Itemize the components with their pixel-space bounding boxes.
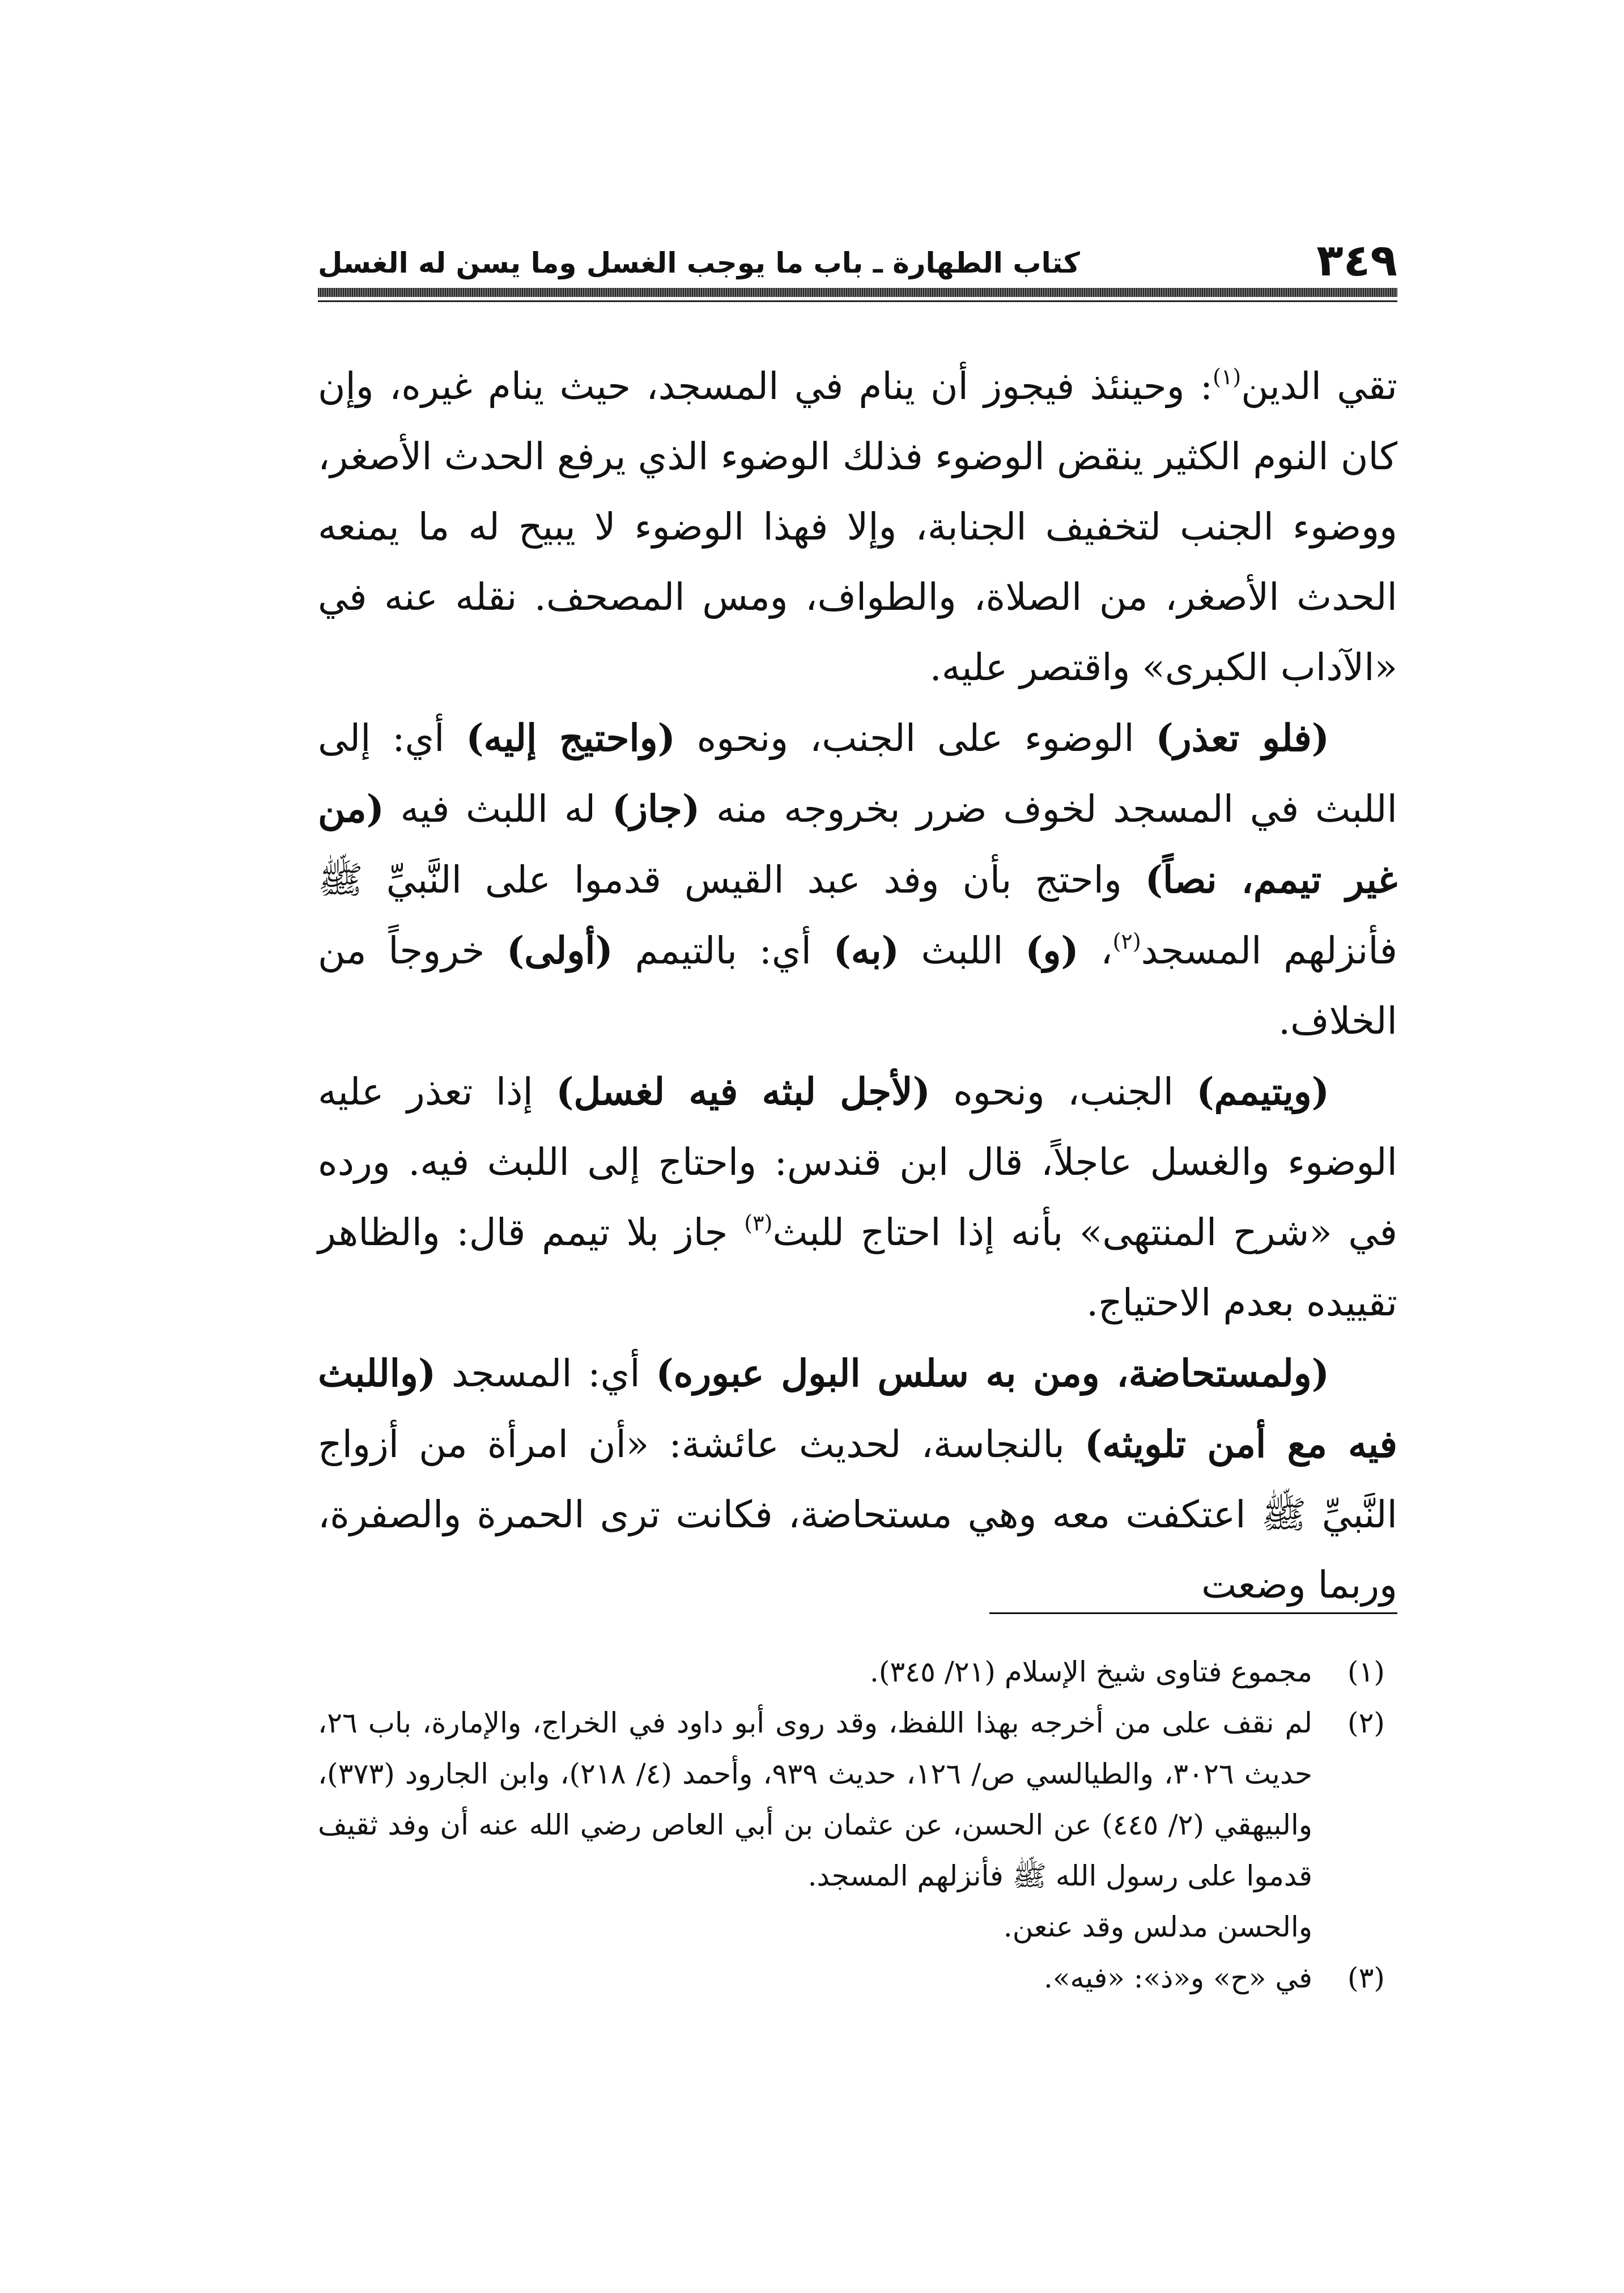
text-run: جاز بلا تيمم قال: والظاهر تقييده بعدم الاحتياج. bbox=[318, 1211, 1397, 1324]
page-header bbox=[318, 232, 1397, 295]
text-run: إذا تعذر عليه الوضوء والغسل عاجلاً، قال ابن قندس: واحتاج إلى اللبث فيه. ورده في «شرح المنتهى» بأنه إذا احتاج للبث bbox=[318, 1070, 1397, 1254]
header-rule-thin bbox=[318, 300, 1397, 302]
footnote-3 bbox=[318, 1952, 1397, 2003]
matn-text: (و) bbox=[1025, 928, 1079, 973]
page-number: ٣٤٩ bbox=[1316, 235, 1397, 286]
footnote-1 bbox=[318, 1646, 1397, 1697]
footnote-ref-2[interactable]: (٢) bbox=[1112, 929, 1141, 954]
text-run: خروجاً من الخلاف. bbox=[318, 929, 1397, 1043]
paragraph-1 bbox=[318, 351, 1397, 703]
main-text bbox=[318, 351, 1397, 1620]
paragraph-2 bbox=[318, 703, 1397, 1056]
matn-text: (أولى) bbox=[507, 928, 613, 973]
matn-text: (من غير تيمم، نصاً) bbox=[318, 787, 1397, 902]
footnote-body bbox=[318, 1646, 1312, 1697]
text-run: الوضوء على الجنب، ونحوه bbox=[675, 716, 1156, 760]
running-title: كتاب الطهارة ـ باب ما يوجب الغسل وما يسن له الغسل bbox=[318, 247, 1080, 279]
matn-text: (به) bbox=[833, 928, 899, 973]
text-run: أي: المسجد bbox=[436, 1352, 656, 1395]
footnote-body bbox=[318, 1697, 1312, 1952]
matn-text: (ولمستحاضة، ومن به سلس البول عبوره) bbox=[656, 1351, 1330, 1395]
matn-text: (جاز) bbox=[611, 787, 700, 831]
footnote-text: في «ح» و«ذ»: «فيه». bbox=[1043, 1961, 1312, 1994]
footnote-separator bbox=[989, 1612, 1397, 1614]
text-run: بالنجاسة، لحديث عائشة: «أن امرأة من أزواج النَّبيِّ ﷺ اعتكفت معه وهي مستحاضة، فكانت ترى الحمرة والصفرة، وربما وضعت bbox=[318, 1422, 1397, 1607]
text-run: أي: إلى اللبث في المسجد لخوف ضرر بخروجه منه bbox=[318, 716, 1397, 831]
text-run: واحتج بأن وفد عبد القيس قدموا على النَّبيِّ ﷺ فأنزلهم المسجد bbox=[318, 858, 1397, 973]
text-run: له اللبث فيه bbox=[384, 787, 612, 831]
footnote-ref-1[interactable]: (١) bbox=[1213, 364, 1242, 389]
footnote-number: (١) bbox=[1347, 1655, 1385, 1688]
footnote-text: لم نقف على من أخرجه بهذا اللفظ، وقد روى أبو داود في الخراج، والإمارة، باب ٢٦، حديث ٣٠٢٦، والطيالسي ص/ ١٢٦، حديث ٩٣٩، وأحمد (٤/ ٢١٨)، وابن الجارود (٣٧٣)، والبيهقي (٢/ ٤٤٥) عن الحسن، عن عثمان بن أبي العاص رضي الله عنه أن وفد ثقيف قدموا على رسول الله ﷺ فأنزلهم المسجد. bbox=[318, 1706, 1312, 1892]
text-run: اللبث bbox=[899, 929, 1026, 973]
footnotes bbox=[318, 1646, 1397, 2003]
matn-text: (ويتيمم) bbox=[1196, 1069, 1329, 1114]
paragraph-4 bbox=[318, 1338, 1397, 1620]
text-run: تقي الدين bbox=[1241, 364, 1397, 408]
footnote-number: (٢) bbox=[1347, 1706, 1385, 1739]
footnote-2 bbox=[318, 1697, 1397, 1952]
matn-text: (لأجل لبثه فيه لغسل) bbox=[556, 1069, 930, 1114]
text-run: الجنب، ونحوه bbox=[930, 1070, 1197, 1114]
footnote-number: (٣) bbox=[1347, 1961, 1385, 1994]
text-run: أي: بالتيمم bbox=[613, 929, 834, 973]
matn-text: (واللبث فيه مع أمن تلويثه) bbox=[318, 1351, 1397, 1466]
paragraph-3 bbox=[318, 1056, 1397, 1338]
matn-text: (فلو تعذر) bbox=[1155, 716, 1329, 760]
text-run: ، bbox=[1078, 929, 1113, 973]
footnote-ref-3[interactable]: (٣) bbox=[744, 1211, 773, 1235]
footnote-text: مجموع فتاوى شيخ الإسلام (٢١/ ٣٤٥). bbox=[869, 1655, 1312, 1688]
header-rule bbox=[318, 288, 1397, 297]
footnote-body bbox=[318, 1952, 1312, 2003]
footnote-text: والحسن مدلس وقد عنعن. bbox=[1003, 1910, 1312, 1943]
matn-text: (واحتيج إليه) bbox=[466, 716, 675, 760]
text-run: : وحينئذ فيجوز أن ينام في المسجد، حيث ينام غيره، وإن كان النوم الكثير ينقض الوضوء فذلك الوضوء الذي يرفع الحدث الأصغر، ووضوء الجنب لتخفيف الجنابة، وإلا فهذا الوضوء لا يبيح له ما يمنعه الحدث الأصغر، من الصلاة، والطواف، ومس المصحف. نقله عنه في «الآداب الكبرى» واقتصر عليه. bbox=[318, 364, 1397, 689]
